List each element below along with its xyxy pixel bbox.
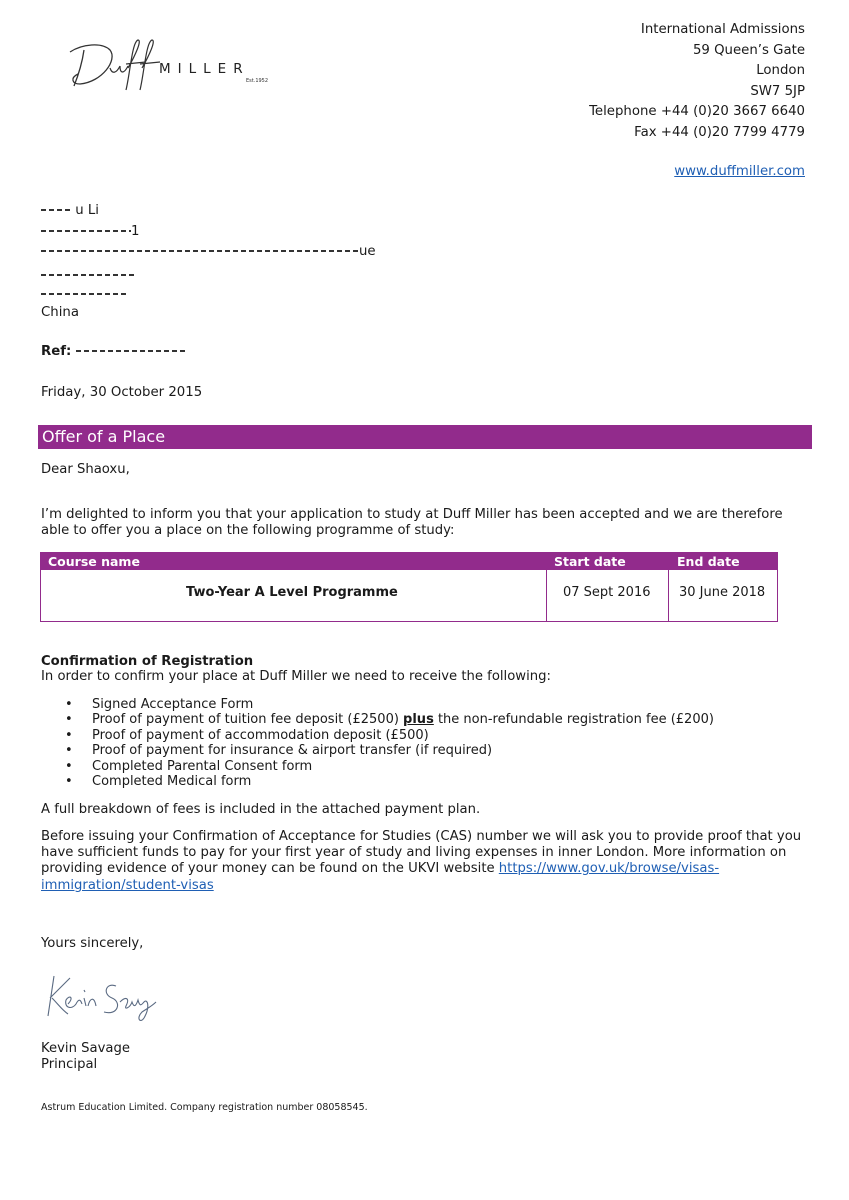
plus-emphasis: plus xyxy=(403,712,434,728)
list-item: • Signed Acceptance Form xyxy=(41,697,821,712)
recipient-name: u Li xyxy=(41,203,99,218)
recipient-country: China xyxy=(41,305,79,320)
salutation: Dear Shaoxu, xyxy=(41,462,130,477)
company-footer: Astrum Education Limited. Company registration number 08058545. xyxy=(41,1102,368,1113)
reference: Ref: xyxy=(41,344,186,359)
handwritten-signature xyxy=(40,968,170,1026)
address-line: SW7 5JP xyxy=(750,83,805,99)
list-item: • Completed Parental Consent form xyxy=(41,759,821,774)
list-item: • Proof of payment of accommodation deposit (£500) xyxy=(41,728,821,743)
signatory-title: Principal xyxy=(41,1057,98,1072)
logo-est: Est.1952 xyxy=(246,78,269,84)
recipient-address-redacted xyxy=(41,268,136,283)
list-item: • Proof of payment for insurance & airport transfer (if required) xyxy=(41,743,821,758)
table-divider xyxy=(546,570,547,621)
logo-wordmark: MILLER xyxy=(159,61,250,77)
cell-start-date: 07 Sept 2016 xyxy=(563,585,651,600)
list-item: • Proof of payment of tuition fee deposit (£2500) plus the non-refundable registration fee (£200) xyxy=(41,712,821,727)
recipient-address-redacted xyxy=(41,287,129,302)
address-line: 59 Queen’s Gate xyxy=(692,42,805,58)
header-course-name: Course name xyxy=(48,554,140,569)
course-table xyxy=(40,552,778,622)
cell-end-date: 30 June 2018 xyxy=(679,585,766,600)
address-line: London xyxy=(756,63,805,79)
header-start-date: Start date xyxy=(554,554,626,569)
address-line: International Admissions xyxy=(640,22,805,37)
website-link[interactable]: www.duffmiller.com xyxy=(674,164,805,179)
confirmation-lead: In order to confirm your place at Duff Miller we need to receive the following: xyxy=(41,669,551,684)
fees-note: A full breakdown of fees is included in the attached payment plan. xyxy=(41,802,481,817)
banner-title: Offer of a Place xyxy=(42,427,166,446)
address-fax: Fax +44 (0)20 7799 4779 xyxy=(634,124,805,140)
signatory-name: Kevin Savage xyxy=(41,1041,130,1056)
requirements-list xyxy=(41,697,821,789)
list-item: • Completed Medical form xyxy=(41,774,821,789)
header-end-date: End date xyxy=(677,554,740,569)
confirmation-heading: Confirmation of Registration xyxy=(41,654,254,669)
cas-paragraph: Before issuing your Confirmation of Acceptance for Studies (CAS) number we will ask you to provide proof that you have sufficient funds to pay for your first year of study and living expenses in inner London. More information on providing evidence of your money can be found on the UKVI website https://www.gov.uk/browse/visas-immigration/student-visas xyxy=(41,829,802,893)
offer-banner xyxy=(38,425,812,449)
address-telephone: Telephone +44 (0)20 3667 6640 xyxy=(589,104,805,120)
sender-address xyxy=(589,20,805,144)
duff-script-logo xyxy=(62,34,172,94)
recipient-address-line: 1 xyxy=(41,224,139,239)
table-divider xyxy=(668,570,669,621)
closing: Yours sincerely, xyxy=(41,936,144,951)
table-header xyxy=(41,553,777,570)
cell-course-name: Two-Year A Level Programme xyxy=(186,585,398,600)
letter-date: Friday, 30 October 2015 xyxy=(41,385,203,400)
recipient-address-line: ue xyxy=(41,244,376,259)
intro-paragraph: I’m delighted to inform you that your application to study at Duff Miller has been accepted and we are therefore able to offer you a place on the following programme of study: xyxy=(41,507,783,539)
ukvi-link[interactable]: https://www.gov.uk/browse/visas-immigration/student-visas xyxy=(41,861,720,893)
duff-miller-logo xyxy=(62,34,269,94)
